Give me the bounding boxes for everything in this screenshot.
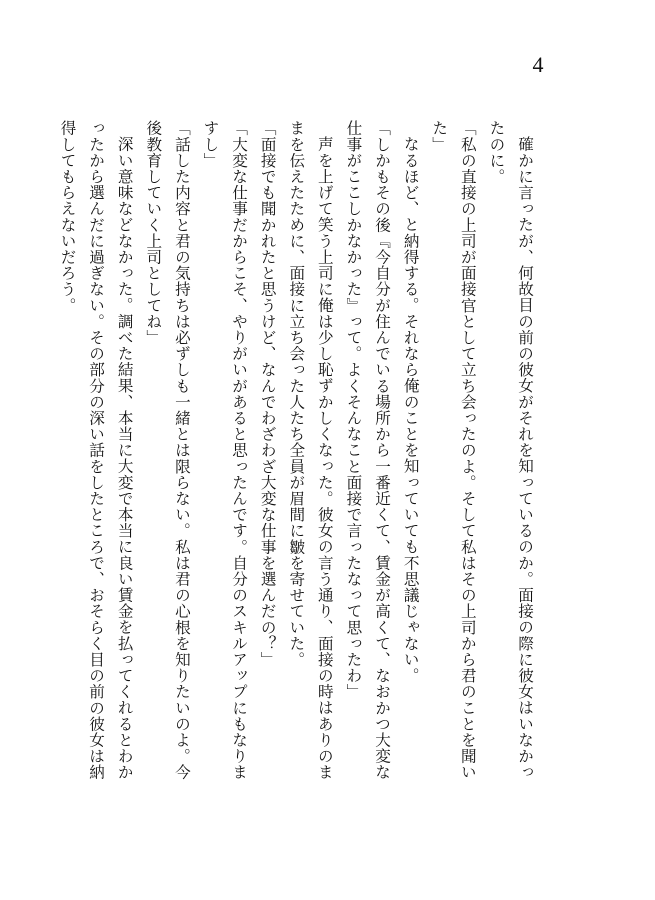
paragraph-8: 「話した内容と君の気持ちは必ずしも一緒とは限らない。私は君の心根を知りたいのよ。今後教育していく上司としてね」 (144, 120, 191, 781)
paragraph-4: 「しかもその後『今自分が住んでいる場所から一番近くて、賃金が高くて、なおかつ大変な仕事がここしかなかった』って。よくそんなこと面接で言ったなって思ったわ」 (344, 120, 392, 781)
paragraph-1: 確かに言ったが、何故目の前の彼女がそれを知っているのか。面接の際に彼女はいなかったのに。 (487, 120, 534, 780)
paragraph-2: 「私の直接の上司が面接官として立ち会ったのよ。そして私はその上司から君のことを聞いた」 (430, 120, 477, 781)
paragraph-6: 「面接でも聞かれたと思うけど、なんでわざわざ大変な仕事を選んだの？」 (258, 120, 277, 668)
paragraph-9: 深い意味などなかった。調べた結果、本当に大変で本当に良い賃金を払ってくれるとわかったから選んだに過ぎない。その部分の深い話をしたところで、おそらく目の前の彼女は納得してもらえないだろう。 (58, 120, 134, 781)
paragraph-5: 声を上げて笑う上司に俺は少し恥ずかしくなった。彼女の言う通り、面接の時はありのままを伝えたために、面接に立ち会った人たち全員が眉間に皺を寄せていた。 (287, 120, 334, 780)
paragraph-3: なるほど、と納得する。それなら俺のことを知っていても不思議じゃない。 (401, 135, 420, 683)
body-text (58, 120, 539, 788)
paragraph-7: 「大変な仕事だからこそ、やりがいがあると思ったんです。自分のスキルアップにもなりますし」 (201, 120, 249, 781)
page-number: 4 (532, 52, 544, 77)
